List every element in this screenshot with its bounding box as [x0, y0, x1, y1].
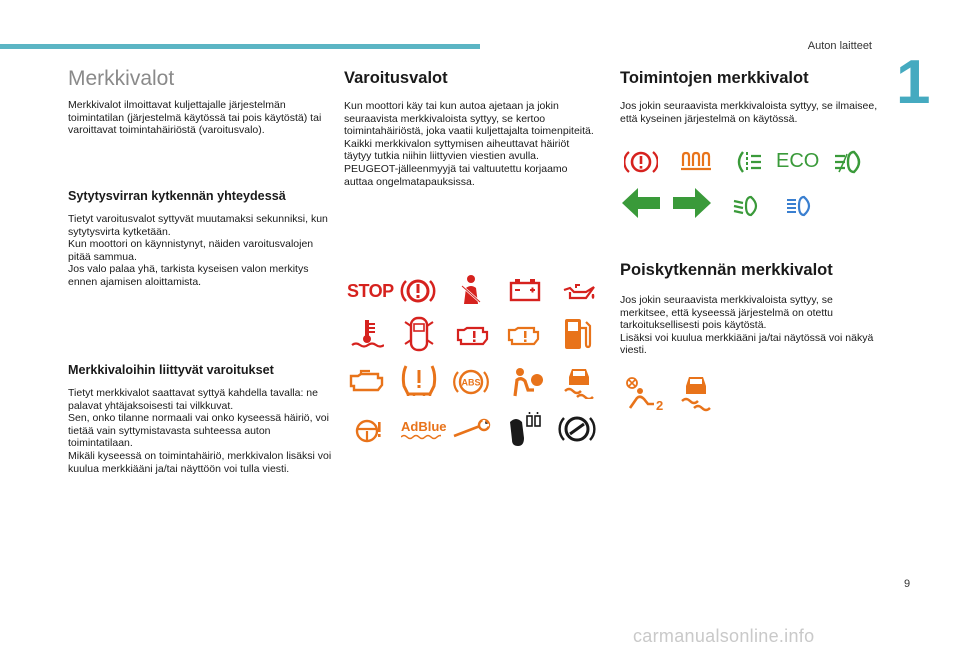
stability-control-off-icon	[678, 372, 714, 412]
handbrake-icon	[624, 148, 658, 176]
main-beam-icon	[784, 194, 818, 218]
ignition-paragraph: Tietyt varoitusvalot syttyvät muutamaksi sekunniksi, kun sytytysvirta kytketään. Kun moottori on käynnistynyt, näiden varoitusvalojen pitää sammua. Jos valo palaa yhä, tarkista kyseisen valon merkitys ennen ajamisen aloittamista.	[68, 213, 328, 288]
ignition-heading: Sytytysvirran kytkennän yhteydessä	[68, 189, 286, 203]
deactivation-lights-heading: Poiskytkennän merkkivalot	[620, 261, 833, 279]
tyre-pressure-icon	[400, 362, 438, 398]
stability-control-icon	[561, 363, 597, 399]
turn-right-indicator-icon	[671, 186, 713, 220]
eco-icon: ECO	[776, 150, 820, 172]
adblue-icon	[401, 420, 447, 440]
engine-fault-orange-icon	[506, 322, 542, 348]
door-open-icon	[404, 314, 434, 354]
front-fog-light-icon	[832, 148, 868, 176]
ignition-section	[68, 188, 336, 289]
left-column	[68, 66, 330, 137]
deactivation-lights-section	[620, 260, 882, 357]
intro-paragraph: Merkkivalot ilmoittavat kuljettajalle järjestelmän toimintatilan (järjestelmä käytössä tai pois käytöstä) tai varoittavat toimintahäiriöstä (varoitusvalo).	[68, 99, 322, 137]
watermark: carmanualsonline.info	[633, 626, 815, 646]
coolant-temperature-icon	[350, 318, 384, 350]
chapter-number: 1	[896, 48, 931, 117]
warning-lights-heading: Varoitusvalot	[344, 69, 448, 87]
airbag-icon	[510, 366, 546, 398]
power-steering-icon	[350, 416, 384, 446]
steering-lock-icon	[558, 412, 596, 446]
preheating-icon	[680, 150, 714, 172]
battery-icon	[509, 278, 541, 302]
airbag-off-number: 2	[656, 398, 664, 412]
turn-left-indicator-icon	[620, 186, 662, 220]
engine-check-icon	[348, 368, 386, 394]
service-wrench-icon	[452, 418, 492, 440]
brake-warning-icon	[400, 276, 436, 306]
clutch-pedal-icon	[506, 410, 546, 450]
oil-pressure-icon	[560, 280, 596, 302]
header-accent-bar	[0, 44, 480, 49]
warnings-paragraph: Tietyt merkkivalot saattavat syttyä kahdella tavalla: ne palavat yhtäjaksoisesti tai vilkkuvat. Sen, onko tilanne normaali vai onko kyseessä häiriö, voi tietää vain syttymistavasta suhteessa auton toimintatilaan. Mikäli kyseessä on toimintahäiriö, merkkivalon lisäksi voi kuulua merkkiääni ja/tai näyttöön voi tulla viesti.	[68, 387, 332, 475]
function-lights-paragraph: Jos jokin seuraavista merkkivaloista syttyy, se ilmaisee, että kyseinen järjestelmä on käytössä.	[620, 100, 878, 125]
deactivation-lights-paragraph: Jos jokin seuraavista merkkivaloista syttyy, se merkitsee, että kyseessä järjestelmä on otettu tarkoituksellisesti pois käytöstä. Lisäksi voi kuulua merkkiääni ja/tai näytössä voi näkyä viesti.	[620, 294, 874, 357]
warnings-section	[68, 362, 336, 475]
middle-column	[344, 68, 596, 188]
stop-icon: STOP	[347, 281, 394, 301]
abs-icon	[452, 366, 490, 398]
adblue-label: AdBlue	[401, 419, 447, 434]
function-lights-heading: Toimintojen merkkivalot	[620, 69, 809, 87]
section-title: Auton laitteet	[807, 40, 872, 52]
seatbelt-icon	[456, 274, 486, 306]
engine-fault-red-icon	[455, 322, 491, 348]
dipped-beam-icon	[731, 194, 765, 218]
page-number: 9	[904, 578, 911, 590]
rear-fog-light-icon	[733, 148, 763, 176]
warnings-heading: Merkkivaloihin liittyvät varoitukset	[68, 363, 274, 377]
page-title: Merkkivalot	[68, 67, 175, 90]
fuel-level-icon	[562, 316, 592, 352]
warning-lights-paragraph: Kun moottori käy tai kun autoa ajetaan ja jokin seuraavista merkkivaloista syttyy, se kertoo toimintahäiriöstä, joka vaatii kuljettajalta toimenpiteitä. Kaikki merkkivalon syttymisen aiheuttavat häiriöt täytyy tutkia niihin liittyvien viestien avulla. PEUGEOT-jälleenmyyjä tai valtuutettu korjaamo auttaa ongelmatapauksissa.	[344, 100, 594, 188]
function-lights-section	[620, 68, 882, 125]
abs-label: ABS	[461, 377, 481, 388]
passenger-airbag-off-icon	[624, 376, 664, 412]
